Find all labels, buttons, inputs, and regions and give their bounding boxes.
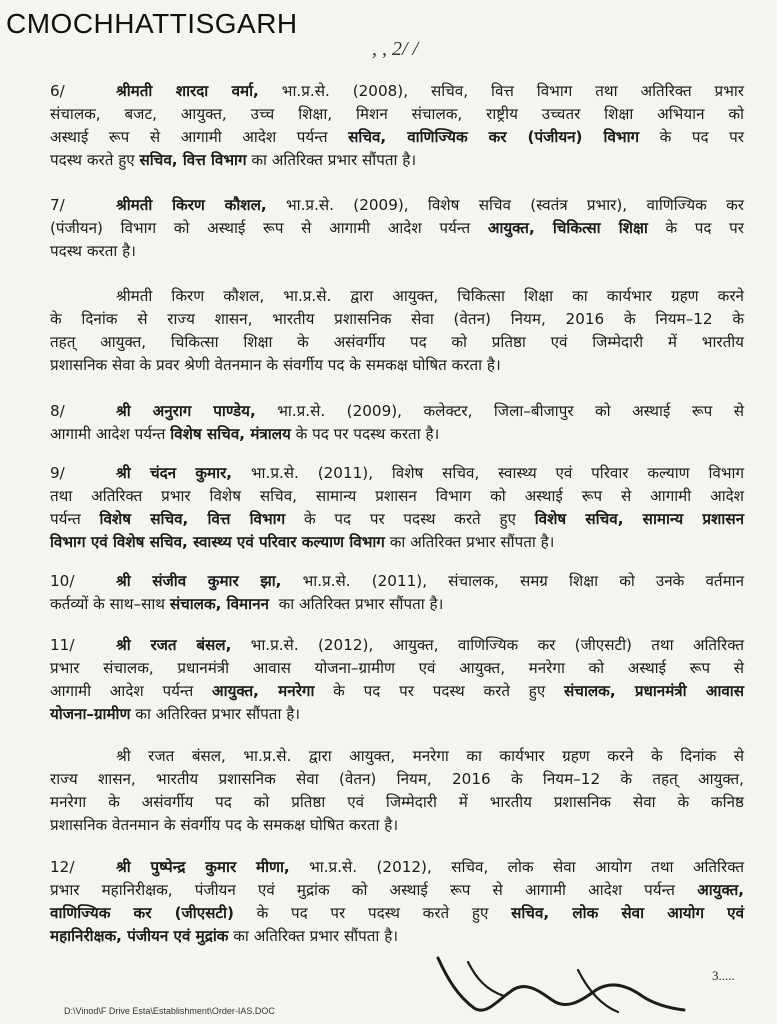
para-number: 7/ (50, 196, 65, 214)
para-11b-line-3: मनरेगा के असंवर्गीय पद को प्रतिष्ठा एवं जिम्मेदारी में भारतीय प्रशासनिक सेवा के कनिष्ठ (50, 793, 744, 811)
para-6-line-4: पदस्थ करते हुए सचिव, वित्त विभाग का अतिरिक्त प्रभार सौंपता है। (50, 151, 417, 169)
para-12-line-1: 12/ श्री पुष्पेन्द्र कुमार मीणा, भा.प्र.से. (2012), सचिव, लोक सेवा आयोग तथा अतिरिक्त (50, 858, 744, 876)
watermark-text: CMOCHHATTISGARH (6, 8, 298, 39)
officer-name: श्रीमती शारदा वर्मा, (116, 82, 259, 100)
para-10-line-2: कर्तव्यों के साथ–साथ संचालक, विमानन का अतिरिक्त प्रभार सौंपता है। (50, 595, 444, 613)
para-11b-line-4: प्रशासनिक वेतनमान के संवर्गीय पद के समकक्ष घोषित करता है। (50, 816, 399, 834)
para-6-line-3: अस्थाई रूप से आगामी आदेश पर्यन्त सचिव, वाणिज्यिक कर (पंजीयन) विभाग के पद पर (50, 128, 744, 146)
continued-page-marker: 3..... (712, 968, 735, 983)
para-9-line-2: तथा अतिरिक्त प्रभार विशेष सचिव, सामान्य प्रशासन विभाग को अस्थाई रूप से आगामी आदेश (50, 487, 744, 505)
para-11-line-3: आगामी आदेश पर्यन्त आयुक्त, मनरेगा के पद पर पदस्थ करते हुए संचालक, प्रधानमंत्री आवास (50, 682, 744, 700)
para-7b-line-4: प्रशासनिक सेवा के प्रवर श्रेणी वेतनमान के संवर्गीय पद के समकक्ष घोषित करता है। (50, 356, 501, 374)
para-7-line-2: (पंजीयन) विभाग को अस्थाई रूप से आगामी आदेश पर्यन्त आयुक्त, चिकित्सा शिक्षा के पद पर (50, 219, 744, 237)
para-7b-line-1: श्रीमती किरण कौशल, भा.प्र.से. द्वारा आयुक्त, चिकित्सा शिक्षा का कार्यभार ग्रहण करने (116, 287, 744, 305)
para-8-line-1: 8/ श्री अनुराग पाण्डेय, भा.प्र.से. (2009), कलेक्टर, जिला–बीजापुर को अस्थाई रूप से (50, 402, 745, 420)
para-11-line-2: प्रभार संचालक, प्रधानमंत्री आवास योजना–ग्रामीण एवं आयुक्त, मनरेगा को अस्थाई रूप से (50, 659, 744, 677)
para-12-line-2: प्रभार महानिरीक्षक, पंजीयन एवं मुद्रांक को अस्थाई रूप से आगामी आदेश पर्यन्त आयुक्त, (50, 881, 745, 899)
para-number: 12/ (50, 858, 75, 876)
para-7b-line-3: तहत् आयुक्त, चिकित्सा शिक्षा के असंवर्गीय पद को प्रतिष्ठा एवं जिम्मेदारी में भारतीय (50, 333, 744, 351)
para-8-line-2: आगामी आदेश पर्यन्त विशेष सचिव, मंत्रालय के पद पर पदस्थ करता है। (50, 425, 440, 443)
para-12-line-4: महानिरीक्षक, पंजीयन एवं मुद्रांक का अतिरिक्त प्रभार सौंपता है। (50, 927, 399, 945)
officer-name: श्री रजत बंसल, (116, 636, 232, 654)
para-7-line-1: 7/ श्रीमती किरण कौशल, भा.प्र.से. (2009), विशेष सचिव (स्वतंत्र प्रभार), वाणिज्यिक कर (50, 196, 745, 214)
para-10-line-1: 10/ श्री संजीव कुमार झा, भा.प्र.से. (2011), संचालक, समग्र शिक्षा को उनके वर्तमान (50, 572, 745, 590)
para-9-line-4: विभाग एवं विशेष सचिव, स्वास्थ्य एवं परिवार कल्याण विभाग का अतिरिक्त प्रभार सौंपता है। (50, 533, 555, 551)
para-11b-line-2: राज्य शासन, भारतीय प्रशासनिक सेवा (वेतन) नियम, 2016 के नियम–12 के तहत् आयुक्त, (50, 770, 744, 788)
officer-name: श्री संजीव कुमार झा, (116, 572, 282, 590)
signature-mark (428, 950, 718, 1024)
para-number: 6/ (50, 82, 65, 100)
para-number: 9/ (50, 464, 65, 482)
para-number: 10/ (50, 572, 75, 590)
officer-name: श्री चंदन कुमार, (116, 464, 233, 482)
para-12-line-3: वाणिज्यिक कर (जीएसटी) के पद पर पदस्थ करते हुए सचिव, लोक सेवा आयोग एवं (50, 904, 745, 922)
para-11b-line-1: श्री रजत बंसल, भा.प्र.से. द्वारा आयुक्त, मनरेगा का कार्यभार ग्रहण करने के दिनांक से (116, 747, 744, 765)
page-number-marker: , , 2/ / (372, 38, 419, 60)
para-number: 11/ (50, 636, 75, 654)
officer-name: श्री पुष्पेन्द्र कुमार मीणा, (116, 858, 290, 876)
officer-name: श्रीमती किरण कौशल, (116, 196, 267, 214)
para-6-line-1: 6/ श्रीमती शारदा वर्मा, भा.प्र.से. (2008), सचिव, वित्त विभाग तथा अतिरिक्त प्रभार (50, 82, 745, 100)
officer-name: श्री अनुराग पाण्डेय, (116, 402, 256, 420)
para-9-line-1: 9/ श्री चंदन कुमार, भा.प्र.से. (2011), विशेष सचिव, स्वास्थ्य एवं परिवार कल्याण विभाग (50, 464, 745, 482)
para-number: 8/ (50, 402, 65, 420)
para-7-line-3: पदस्थ करता है। (50, 242, 136, 260)
file-path-footer: D:\Vinod\F Drive Esta\Establishment\Order-IAS.DOC (64, 1006, 275, 1016)
para-11-line-4: योजना–ग्रामीण का अतिरिक्त प्रभार सौंपता है। (50, 705, 301, 723)
para-7b-line-2: के दिनांक से राज्य शासन, भारतीय प्रशासनिक सेवा (वेतन) नियम, 2016 के नियम–12 के (50, 310, 744, 328)
para-6-line-2: संचालक, बजट, आयुक्त, उच्च शिक्षा, मिशन संचालक, राष्ट्रीय उच्चतर शिक्षा अभियान को (50, 105, 744, 123)
para-11-line-1: 11/ श्री रजत बंसल, भा.प्र.से. (2012), आयुक्त, वाणिज्यिक कर (जीएसटी) तथा अतिरिक्त (50, 636, 744, 654)
para-9-line-3: पर्यन्त विशेष सचिव, वित्त विभाग के पद पर पदस्थ करते हुए विशेष सचिव, सामान्य प्रशासन (50, 510, 745, 528)
